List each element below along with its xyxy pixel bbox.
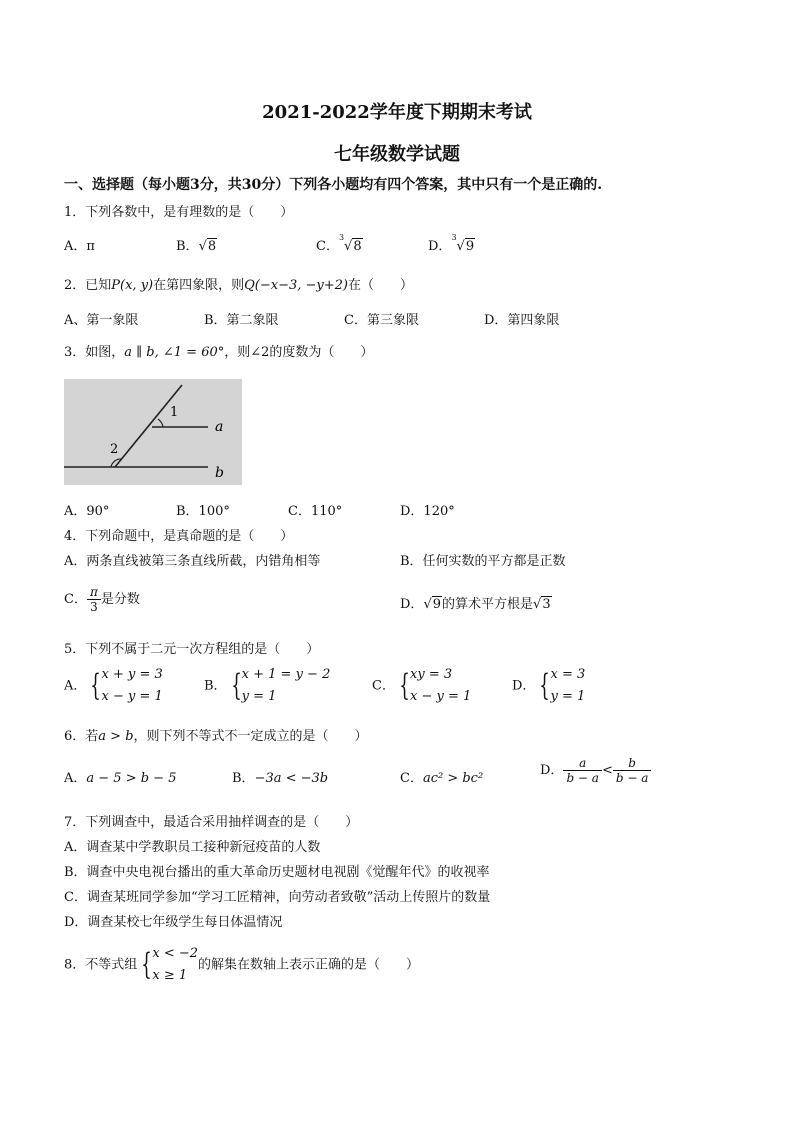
q4-option-d: D．√9的算术平方根是√3	[400, 597, 551, 612]
line-b-label: b	[215, 465, 224, 481]
q5-option-a: A． {x + y = 3 x − y = 1	[64, 667, 163, 704]
question-2-stem: 2．已知P(x, y)在第四象限，则Q(−x−3, −y+2)在（ ）	[64, 278, 414, 293]
question-7-stem: 7．下列调查中，最适合采用抽样调查的是（ ）	[64, 815, 359, 830]
q6-option-d: D． $\frac{a}{b - a}$ < $\frac{b}{b - a}$	[540, 756, 651, 785]
question-1-stem: 1．下列各数中，是有理数的是（ ）	[64, 205, 294, 220]
q4-option-b: B．任何实数的平方都是正数	[400, 554, 566, 569]
exam-subtitle: 七年级数学试题	[334, 144, 460, 165]
q1-option-d: D．$^3$√9	[428, 233, 475, 254]
line-a-label: a	[215, 419, 224, 435]
q4-option-a: A．两条直线被第三条直线所截，内错角相等	[64, 554, 321, 569]
q5-option-b: B． {x + 1 = y − 2 y = 1	[204, 667, 331, 704]
q6-option-b: B．−3a < −3b	[232, 771, 329, 786]
q7-option-a: A．调查某中学教职员工接种新冠疫苗的人数	[64, 840, 321, 855]
q1-option-c: C．$^3$√8	[316, 233, 362, 254]
q1-option-a: A．π	[64, 239, 95, 254]
q3-option-b: B．100°	[176, 504, 230, 519]
q6-option-a: A．a − 5 > b − 5	[64, 771, 177, 786]
q3-option-d: D．120°	[400, 504, 455, 519]
q7-option-c: C．调查某班同学参加“学习工匠精神，向劳动者致敬”活动上传照片的数量	[64, 890, 491, 905]
q6-option-c: C．ac² > bc²	[400, 771, 484, 786]
q3-option-c: C．110°	[288, 504, 343, 519]
question-4-stem: 4．下列命题中，是真命题的是（ ）	[64, 529, 294, 544]
parallel-lines-figure	[64, 379, 242, 485]
q5-option-c: C． {xy = 3 x − y = 1	[372, 667, 472, 704]
q5-option-d: D． {x = 3 y = 1	[512, 667, 586, 704]
q1-option-b: B．√8	[176, 239, 217, 254]
section-heading: 一、选择题（每小题3分，共30分）下列各小题均有四个答案，其中只有一个是正确的.	[64, 177, 603, 193]
q2-option-a: A、第一象限	[64, 313, 139, 328]
q2-option-c: C．第三象限	[344, 313, 419, 328]
q7-option-d: D．调查某校七年级学生每日体温情况	[64, 915, 283, 930]
q3-option-a: A．90°	[64, 504, 110, 519]
exam-title: 2021-2022学年度下期期末考试	[262, 102, 532, 123]
q4-option-c: C． $\frac{\pi}{3}$ 是分数	[64, 585, 140, 614]
question-8-stem: 8．不等式组 {x < −2 x ≥ 1的解集在数轴上表示正确的是（ ）	[64, 946, 420, 983]
q2-option-b: B．第二象限	[204, 313, 279, 328]
question-6-stem: 6．若a > b，则下列不等式不一定成立的是（ ）	[64, 729, 368, 744]
question-3-stem: 3．如图，a ∥ b, ∠1 = 60°，则∠2的度数为（ ）	[64, 345, 374, 360]
q7-option-b: B．调查中央电视台播出的重大革命历史题材电视剧《觉醒年代》的收视率	[64, 865, 490, 880]
q2-option-d: D．第四象限	[484, 313, 560, 328]
question-5-stem: 5．下列不属于二元一次方程组的是（ ）	[64, 642, 320, 657]
angle-1-label: 1	[170, 405, 179, 420]
parallel-lines-diagram	[64, 379, 242, 485]
angle-2-label: 2	[110, 442, 119, 457]
